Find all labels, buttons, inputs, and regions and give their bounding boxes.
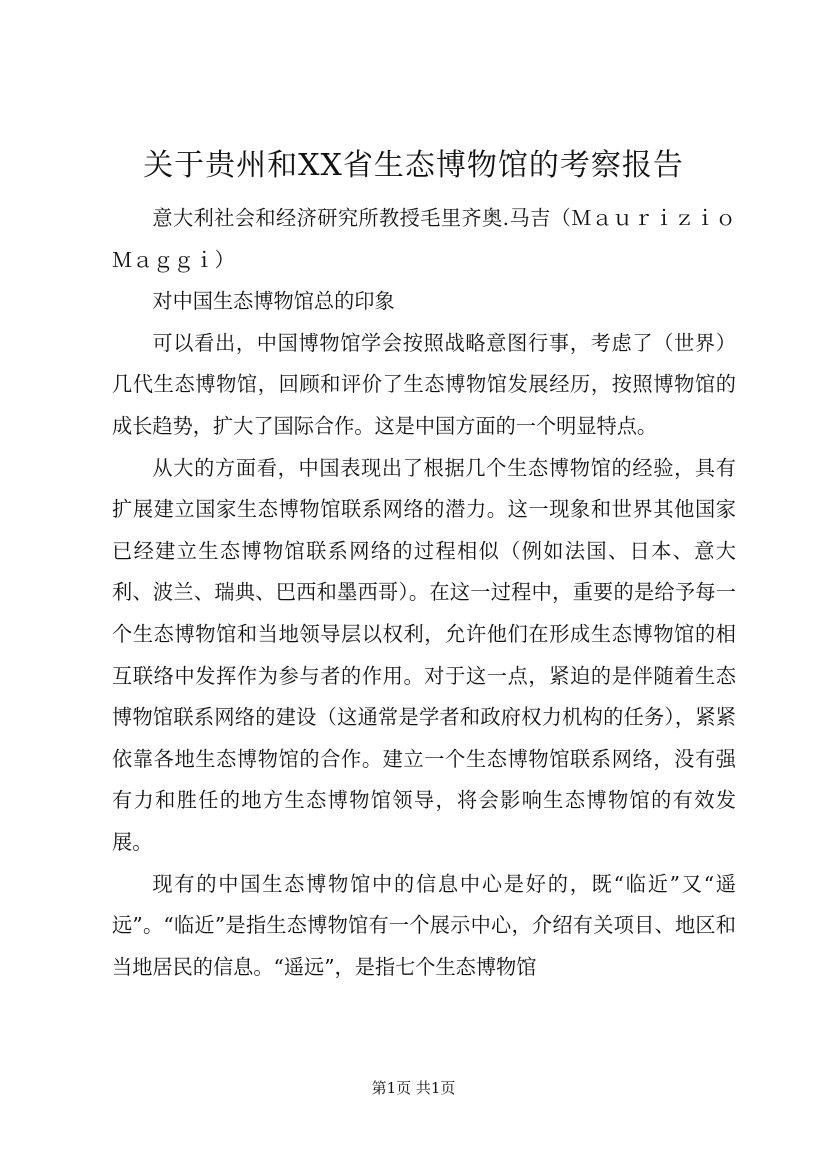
paragraph-1: 可以看出，中国博物馆学会按照战略意图行事，考虑了（世界）几代生态博物馆，回顾和评价了生态博物馆发展经历，按照博物馆的成长趋势，扩大了国际合作。这是中国方面的一个明显特点。	[112, 330, 736, 438]
document-body	[112, 198, 736, 988]
author-line: 意大利社会和经济研究所教授毛里齐奥.马吉（Ｍａｕｒｉｚｉｏ Ｍａｇｇｉ）	[112, 206, 736, 272]
section-heading: 对中国生态博物馆总的印象	[152, 289, 395, 314]
document-title: 关于贵州和XX省生态博物馆的考察报告	[143, 148, 684, 183]
paragraph-2: 从大的方面看，中国表现出了根据几个生态博物馆的经验，具有扩展建立国家生态博物馆联系网络的潜力。这一现象和世界其他国家已经建立生态博物馆联系网络的过程相似（例如法国、日本、意大利、波兰、瑞典、巴西和墨西哥）。在这一过程中，重要的是给予每一个生态博物馆和当地领导层以权利，允许他们在形成生态博物馆的相互联络中发挥作为参与者的作用。对于这一点，紧迫的是伴随着生态博物馆联系网络的建设（这通常是学者和政府权力机构的任务），紧紧依靠各地生态博物馆的合作。建立一个生态博物馆联系网络，没有强有力和胜任的地方生态博物馆领导，将会影响生态博物馆的有效发展。	[112, 455, 736, 854]
page-footer: 第1页 共1页	[371, 1079, 456, 1097]
paragraph-3: 现有的中国生态博物馆中的信息中心是好的，既“临近”又“遥远”。“临近”是指生态博物馆有一个展示中心，介绍有关项目、地区和当地居民的信息。“遥远”，是指七个生态博物馆	[112, 871, 736, 979]
